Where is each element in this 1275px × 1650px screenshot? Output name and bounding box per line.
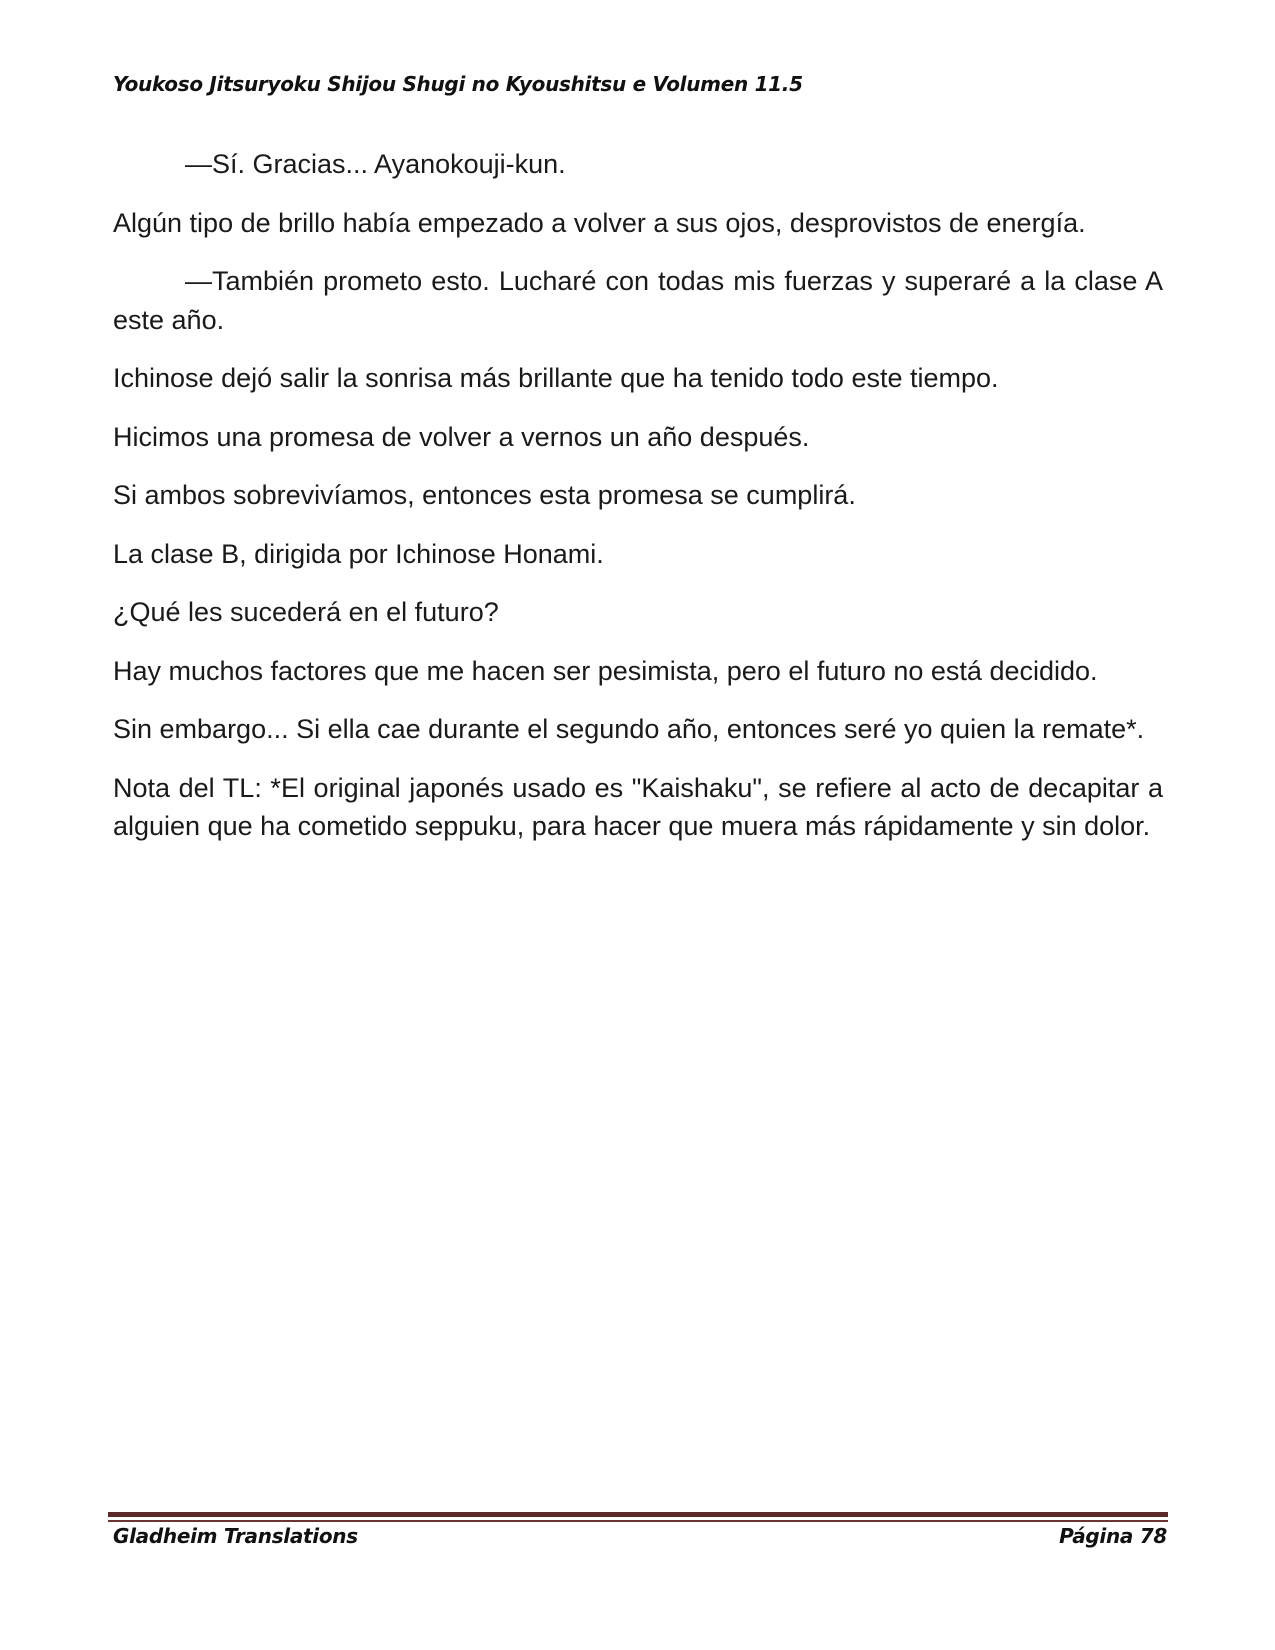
- paragraph: Si ambos sobrevivíamos, entonces esta promesa se cumplirá.: [113, 480, 856, 510]
- paragraph: Hay muchos factores que me hacen ser pesimista, pero el futuro no está decidido.: [113, 655, 1098, 686]
- paragraph: La clase B, dirigida por Ichinose Honami.: [113, 538, 604, 569]
- paragraph: —También prometo esto. Lucharé con todas mis fuerzas y superaré a la clase A este año.: [113, 266, 1163, 335]
- document-body: [113, 145, 1163, 866]
- paragraph: Ichinose dejó salir la sonrisa más brillante que ha tenido todo este tiempo.: [113, 363, 999, 393]
- paragraph: Algún tipo de brillo había empezado a volver a sus ojos, desprovistos de energía.: [113, 207, 1086, 238]
- page-header-title: Youkoso Jitsuryoku Shijou Shugi no Kyoushitsu e Volumen 11.5: [113, 72, 803, 96]
- paragraph: ¿Qué les sucederá en el futuro?: [113, 597, 499, 627]
- paragraph: —Sí. Gracias... Ayanokouji-kun.: [185, 149, 566, 179]
- footer-divider-thick: [108, 1512, 1168, 1517]
- footer-divider-thin: [108, 1520, 1168, 1522]
- footer-credit: Gladheim Translations: [113, 1524, 358, 1548]
- paragraph: Hicimos una promesa de volver a vernos un año después.: [113, 421, 810, 452]
- translator-note: Nota del TL: *El original japonés usado es "Kaishaku", se refiere al acto de decapitar a alguien que ha cometido seppuku, para hacer que muera más rápidamente y sin dolor.: [113, 772, 1163, 841]
- paragraph: Sin embargo... Si ella cae durante el segundo año, entonces seré yo quien la remate*.: [113, 714, 1145, 744]
- page-number: Página 78: [1059, 1524, 1167, 1548]
